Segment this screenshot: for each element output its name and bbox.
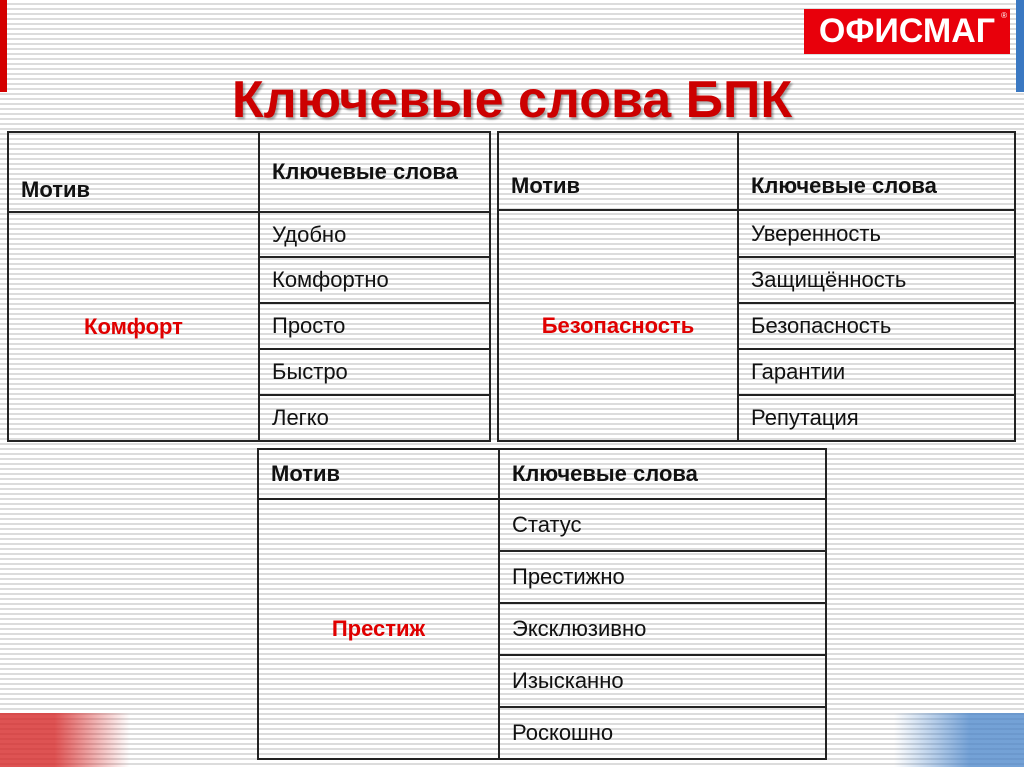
header-motive: Мотив (8, 132, 259, 212)
registered-mark: ® (1001, 11, 1007, 20)
keywords-table-comfort (7, 131, 491, 442)
header-keywords: Ключевые слова (738, 132, 1015, 210)
keywords-table-security (497, 131, 1016, 442)
keyword-cell: Престижно (499, 551, 826, 603)
keywords-table-prestige (257, 448, 827, 760)
keyword-cell: Безопасность (738, 303, 1015, 349)
keyword-cell: Быстро (259, 349, 490, 395)
keyword-cell: Роскошно (499, 707, 826, 759)
bottom-left-red-gradient (0, 713, 130, 767)
keyword-cell: Гарантии (738, 349, 1015, 395)
officemag-logo (804, 9, 1010, 54)
motive-cell: Безопасность (498, 210, 738, 441)
keyword-cell: Эксклюзивно (499, 603, 826, 655)
keyword-cell: Легко (259, 395, 490, 441)
logo-text: ОФИСМАГ (818, 12, 996, 50)
keyword-cell: Комфортно (259, 257, 490, 303)
keyword-cell: Уверенность (738, 210, 1015, 257)
slide-title: Ключевые слова БПК (231, 71, 793, 129)
header-motive: Мотив (258, 449, 499, 499)
header-keywords: Ключевые слова (499, 449, 826, 499)
motive-cell: Престиж (258, 499, 499, 759)
header-keywords: Ключевые слова (259, 132, 490, 212)
keyword-cell: Репутация (738, 395, 1015, 441)
header-motive: Мотив (498, 132, 738, 210)
keyword-cell: Просто (259, 303, 490, 349)
keyword-cell: Удобно (259, 212, 490, 257)
keyword-cell: Изысканно (499, 655, 826, 707)
bottom-right-blue-gradient (894, 713, 1024, 767)
keyword-cell: Статус (499, 499, 826, 551)
keyword-cell: Защищённость (738, 257, 1015, 303)
motive-cell: Комфорт (8, 212, 259, 441)
